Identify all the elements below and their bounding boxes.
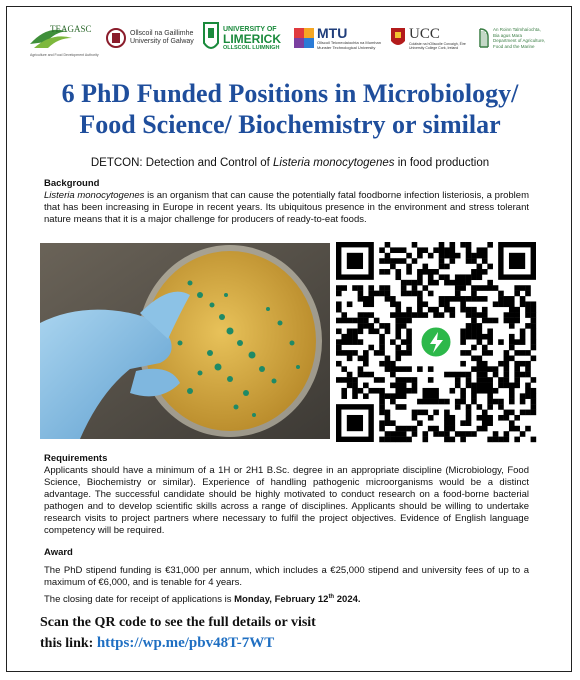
mtu-line1: Ollscoil Teicneolaíochta na Mumhan xyxy=(317,40,381,45)
project-subtitle xyxy=(20,157,560,169)
ucc-name: UCC xyxy=(409,25,440,42)
galway-line2: University of Galway xyxy=(130,38,194,45)
ucc-logo xyxy=(390,18,468,58)
title-line2: Food Science/ Biochemistry or similar xyxy=(79,110,501,139)
mtu-name: MTU xyxy=(317,25,348,41)
limerick-line3: OLLSCOIL LUIMNIGH xyxy=(223,44,280,51)
closing-date-line xyxy=(44,591,529,606)
scan-instructions xyxy=(40,612,316,654)
background-organism: Listeria monocytogenes xyxy=(44,190,145,201)
galway-logo xyxy=(106,18,196,58)
limerick-line1: UNIVERSITY OF xyxy=(223,25,277,33)
subtitle-prefix: DETCON: Detection and Control of xyxy=(90,157,274,169)
limerick-crest-icon xyxy=(202,21,220,55)
page-title xyxy=(40,78,540,140)
dafm-line4: Food and the Marine xyxy=(493,43,535,49)
background-heading: Background xyxy=(44,178,100,189)
harp-icon xyxy=(478,27,490,49)
background-body: is an organism that can cause the potentially fatal foodborne infection listeriosis, a problem that has been increasing in Europe in recent years. Its ubiquitous presence in the environment and stress tolerant nature means that it is a major challenge for producers of ready-to-eat foods. xyxy=(44,190,529,225)
dafm-line3: Department of Agriculture, xyxy=(493,38,546,43)
ucc-crest-icon xyxy=(390,27,406,49)
svg-text:TEAGASC: TEAGASC xyxy=(50,24,92,34)
agar-plate-photo xyxy=(40,243,330,439)
galway-line1: Ollscoil na Gaillimhe xyxy=(130,30,194,37)
requirements-heading: Requirements xyxy=(44,453,108,464)
galway-crest-icon xyxy=(106,27,126,49)
teagasc-mark xyxy=(28,18,99,58)
svg-text:Agriculture and Food Developme: Agriculture and Food Development Authority xyxy=(30,53,99,57)
closing-date: Monday, February 12th 2024. xyxy=(234,594,361,606)
limerick-line2: LIMERICK xyxy=(223,31,281,46)
mtu-logo xyxy=(294,18,382,58)
title-line1: 6 PhD Funded Positions in Microbiology/ xyxy=(61,79,519,108)
qr-code[interactable] xyxy=(336,242,536,442)
dafm-line2: Bia agus Mara xyxy=(493,32,523,38)
qr-code-graphic[interactable] xyxy=(336,242,536,442)
background-text xyxy=(44,190,529,226)
ucc-line1: Coláiste na hOllscoile Corcaigh, Éire xyxy=(409,41,466,46)
scan-line2-prefix: this link: xyxy=(40,636,94,651)
award-heading: Award xyxy=(44,547,73,558)
requirements-text: Applicants should have a minimum of a 1H or 2H1 B.Sc. degree in an appropriate discipline (Microbiology, Food Science, Biochemistry or similar). Experience of handling pathogenic microorganisms would be a distinct advantage. The successful candidate should be highly motivated to conduct research on a food-borne bacterial pathogen and to develop scientific skills across a range of disciplines. Applicants should be willing to undertake research visits to project partners where necessary to fulfil the project objectives. Evidence of English language competency will be required. xyxy=(44,465,529,536)
subtitle-organism: Listeria monocytogenes xyxy=(273,157,395,169)
agar-plate-illustration xyxy=(40,243,330,439)
scan-line1: Scan the QR code to see the full details or visit xyxy=(40,615,316,630)
dafm-line1: An Roinn Talmhaíochta, xyxy=(493,27,541,32)
subtitle-suffix: in food production xyxy=(394,157,490,169)
closing-prefix: The closing date for receipt of applications is xyxy=(44,594,235,606)
mtu-mark-icon xyxy=(294,28,314,48)
ucc-line2: University College Cork, Ireland xyxy=(409,45,459,50)
partner-logos xyxy=(28,18,558,62)
details-link[interactable]: https://wp.me/pbv48T-7WT xyxy=(96,635,275,651)
limerick-logo xyxy=(202,18,288,58)
teagasc-logo xyxy=(28,18,99,58)
award-text: The PhD stipend funding is €31,000 per annum, which includes a €25,000 stipend and university fees of up to a maximum of €6,000, and is tenable for 4 years. xyxy=(44,565,529,588)
mtu-line2: Munster Technological University xyxy=(317,45,376,50)
dafm-logo xyxy=(478,18,558,58)
